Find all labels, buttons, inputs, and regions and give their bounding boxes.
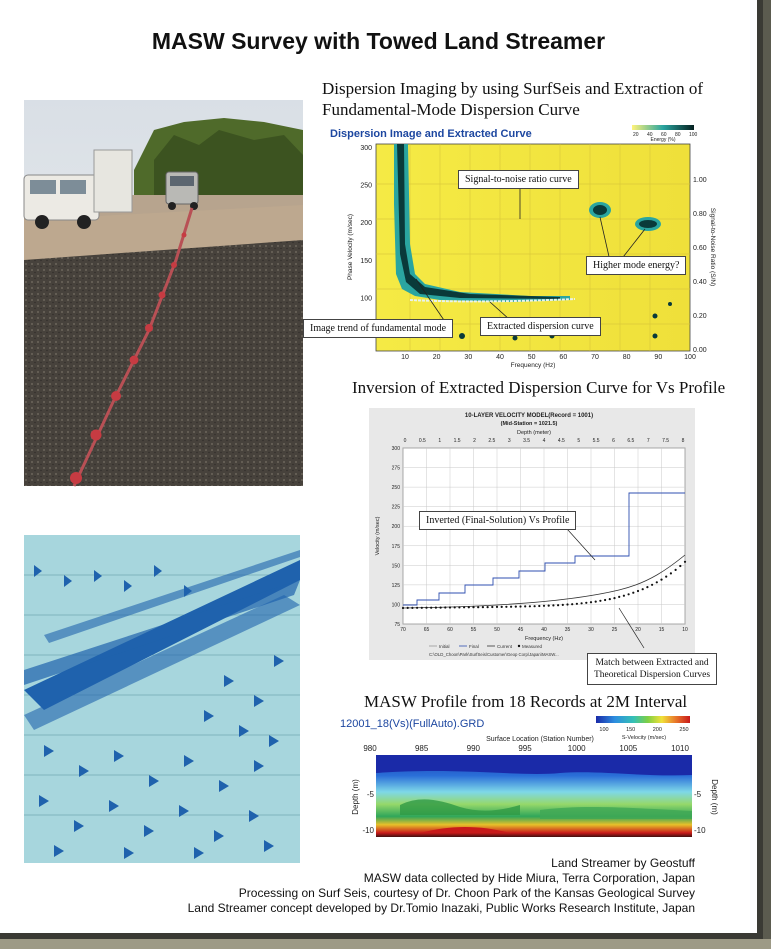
inversion-xtick: 45: [517, 627, 524, 633]
measured-point: [444, 606, 446, 608]
poster-title: MASW Survey with Towed Land Streamer: [151, 28, 606, 54]
inversion-xtick: 10: [682, 627, 688, 633]
inversion-ytick: 275: [391, 465, 400, 472]
inversion-xtick: 35: [564, 627, 571, 633]
measured-point: [675, 569, 677, 571]
measured-point: [482, 606, 484, 608]
dispersion-xtick: 20: [432, 354, 441, 361]
inversion-ytick: 100: [391, 602, 400, 609]
measured-point: [552, 604, 554, 606]
velocity-colorbar-label: S-Velocity (m/sec): [621, 735, 667, 741]
measured-point: [407, 607, 409, 609]
velocity-colorbar: [596, 716, 690, 723]
measured-point: [637, 590, 639, 592]
inversion-ytick: 200: [391, 524, 400, 531]
inversion-xtick: 30: [588, 627, 594, 633]
inversion-ytick: 150: [391, 563, 400, 570]
callout-higher-mode: Higher mode energy?: [586, 256, 686, 275]
inversion-top-tick: 5.5: [592, 438, 600, 444]
credit-line-1: Land Streamer by Geostuff: [551, 856, 695, 870]
measured-point: [505, 606, 507, 608]
velocity-colorbar-tick: 100: [599, 727, 609, 733]
dispersion-y2tick: 0.40: [693, 279, 707, 286]
measured-point: [515, 606, 517, 608]
measured-point: [468, 606, 470, 608]
measured-point: [670, 572, 672, 574]
measured-point: [421, 607, 423, 609]
callout-curve-match-line2: Theoretical Dispersion Curves: [594, 670, 711, 680]
dispersion-ytick: 150: [360, 257, 372, 265]
measured-point: [454, 606, 456, 608]
measured-point: [477, 606, 479, 608]
measured-point: [618, 596, 620, 598]
measured-point: [613, 597, 615, 599]
dispersion-xtick: 50: [527, 354, 536, 361]
dispersion-xtick: 30: [464, 354, 473, 361]
masw-station-tick: 1010: [671, 744, 689, 753]
legend-initial: Initial: [439, 644, 450, 649]
dispersion-xtick: 40: [496, 354, 504, 361]
measured-point: [599, 600, 601, 602]
inversion-top-tick: 0.5: [418, 438, 426, 444]
measured-point: [562, 604, 564, 606]
dispersion-heading-line1: Dispersion Imaging by using SurfSeis and Extraction of: [322, 79, 704, 98]
masw-station-tick: 990: [466, 744, 481, 753]
dispersion-section-heading: [322, 78, 703, 120]
inversion-top-tick: 6: [612, 438, 615, 444]
masw-depth-label-left: Depth (m): [351, 779, 360, 815]
inversion-xtick: 25: [611, 627, 618, 633]
measured-point: [491, 606, 493, 608]
masw-profile-heading: MASW Profile from 18 Records at 2M Interval: [364, 692, 688, 711]
legend-measured: Measured: [522, 644, 543, 649]
seismogram-image: [24, 535, 300, 863]
inversion-top-tick: 4.5: [557, 438, 565, 444]
measured-point: [501, 606, 503, 608]
masw-depth-tick-left: -10: [362, 826, 374, 835]
dispersion-xtick: 100: [684, 354, 696, 361]
inversion-footer: C:\OLD_Choon\Park\SurfSeis\Customer\Geop Corp\Japan\MASW...: [429, 652, 559, 657]
inversion-top-tick: 2.5: [488, 438, 496, 444]
measured-point: [534, 605, 536, 607]
inversion-xtick: 15: [658, 627, 665, 633]
inversion-ytick: 300: [391, 446, 400, 452]
measured-point: [604, 599, 606, 601]
dispersion-ytick: 250: [360, 182, 372, 190]
masw-depth-label-right: Depth (m): [710, 779, 719, 815]
measured-point: [449, 606, 451, 608]
inversion-top-tick: 4: [542, 438, 546, 444]
energy-colorbar-tick: 80: [675, 132, 681, 138]
dispersion-ytick: 200: [360, 220, 372, 228]
legend-final: Final: [469, 644, 479, 649]
dispersion-xtick: 80: [622, 354, 631, 361]
window-bottom-band: [0, 939, 771, 949]
inversion-ytick: 75: [394, 622, 400, 628]
inversion-xlabel: Frequency (Hz): [525, 636, 563, 642]
measured-point: [571, 603, 573, 605]
measured-point: [402, 607, 404, 609]
callout-curve-match: [587, 653, 717, 685]
measured-point: [590, 601, 592, 603]
masw-profile-panel: [340, 715, 720, 840]
dispersion-heading-line2: Fundamental-Mode Dispersion Curve: [322, 100, 580, 119]
measured-point: [660, 579, 662, 581]
credit-line-2: MASW data collected by Hide Miura, Terra Corporation, Japan: [363, 871, 695, 885]
masw-station-tick: 995: [518, 744, 532, 753]
inversion-title: 10-LAYER VELOCITY MODEL(Record = 1001): [464, 413, 594, 419]
measured-point: [487, 606, 489, 608]
masw-depth-tick-right: -5: [694, 790, 702, 799]
measured-point: [665, 576, 667, 578]
dispersion-xtick: 10: [401, 354, 409, 361]
inversion-xtick: 55: [470, 627, 477, 633]
inversion-xtick: 70: [400, 627, 406, 633]
inversion-top-tick: 1: [438, 438, 442, 444]
measured-point: [472, 606, 474, 608]
inversion-top-tick: 8: [681, 438, 685, 444]
inversion-top-tick: 2: [473, 438, 476, 444]
field-photo: [24, 100, 303, 486]
dispersion-title: Dispersion Image and Extracted Curve: [330, 128, 532, 140]
measured-point: [463, 606, 465, 608]
dispersion-y2tick: 0.20: [693, 313, 707, 320]
callout-fundamental-trend: Image trend of fundamental mode: [303, 319, 453, 338]
measured-point: [425, 607, 427, 609]
energy-colorbar-tick: 60: [661, 132, 667, 138]
measured-point: [411, 607, 413, 609]
measured-point: [548, 605, 550, 607]
dispersion-xtick: 90: [654, 354, 663, 361]
measured-point: [609, 598, 611, 600]
inversion-chart-panel: [369, 408, 711, 680]
dispersion-ytick: 100: [360, 295, 372, 303]
inversion-ytick: 250: [391, 485, 400, 492]
masw-filename: 12001_18(Vs)(FullAuto).GRD: [340, 718, 485, 730]
inversion-top-axis-label: Depth (meter): [517, 430, 551, 436]
callout-inverted-profile: Inverted (Final-Solution) Vs Profile: [419, 511, 576, 530]
measured-point: [646, 586, 648, 588]
measured-point: [416, 607, 418, 609]
measured-point: [566, 603, 568, 605]
measured-point: [435, 607, 437, 609]
dispersion-ytick: 300: [360, 145, 372, 152]
energy-colorbar-tick: 20: [633, 132, 639, 138]
inversion-xtick: 60: [447, 627, 453, 633]
velocity-colorbar-tick: 200: [652, 727, 662, 733]
inversion-xtick: 20: [635, 627, 641, 633]
measured-point: [510, 606, 512, 608]
callout-curve-match-line1: Match between Extracted and: [595, 658, 709, 668]
measured-point: [496, 606, 498, 608]
measured-point: [684, 561, 686, 563]
measured-point: [679, 565, 681, 567]
credit-line-4: Land Streamer concept developed by Dr.Tomio Inazaki, Public Works Research Institute, Japan: [187, 901, 695, 915]
dispersion-y2tick: 1.00: [693, 177, 707, 184]
inversion-subtitle: (Mid-Station = 1021.5): [500, 421, 558, 427]
credit-line-3: Processing on Surf Seis, courtesy of Dr. Choon Park of the Kansas Geological Survey: [238, 886, 695, 900]
velocity-colorbar-tick: 250: [679, 727, 689, 733]
inversion-xtick: 40: [541, 627, 547, 633]
masw-station-tick: 980: [363, 744, 377, 753]
measured-point: [538, 605, 540, 607]
dispersion-xtick: 70: [591, 354, 599, 361]
measured-point: [656, 581, 658, 583]
energy-colorbar-tick: 40: [647, 132, 653, 138]
inversion-ytick: 225: [391, 504, 400, 511]
callout-snr-curve: Signal-to-noise ratio curve: [458, 170, 579, 189]
inversion-ylabel: Velocity (m/sec): [375, 516, 381, 556]
energy-colorbar-label: Energy (%): [650, 137, 676, 143]
measured-point: [440, 607, 442, 609]
measured-point: [585, 602, 587, 604]
legend-current: Current: [497, 644, 513, 649]
velocity-colorbar-tick: 150: [626, 727, 636, 733]
dispersion-xlabel: Frequency (Hz): [510, 362, 556, 369]
masw-station-tick: 1005: [619, 744, 638, 753]
measured-point: [576, 603, 578, 605]
credits-block: [188, 856, 695, 916]
callout-extracted-curve: Extracted dispersion curve: [480, 317, 601, 336]
dispersion-image-panel: [310, 124, 716, 369]
measured-point: [524, 605, 526, 607]
inversion-top-tick: 0: [403, 438, 407, 444]
masw-depth-tick-left: -5: [366, 790, 374, 799]
inversion-top-tick: 1.5: [453, 438, 461, 444]
dispersion-y2label: Signal-to-Noise Ratio (S/N): [709, 207, 716, 287]
measured-point: [632, 592, 634, 594]
inversion-xtick: 65: [423, 627, 430, 633]
inversion-ytick: 125: [391, 582, 400, 589]
dispersion-ylabel: Phase Velocity (m/sec): [347, 213, 354, 281]
measured-point: [623, 595, 625, 597]
inversion-section-heading: Inversion of Extracted Dispersion Curve for Vs Profile: [352, 378, 726, 397]
inversion-top-tick: 5: [577, 438, 581, 444]
masw-station-tick: 1000: [567, 744, 586, 753]
inversion-top-tick: 7.5: [662, 438, 670, 444]
masw-top-label: Surface Location (Station Number): [486, 736, 594, 743]
measured-point: [595, 601, 597, 603]
inversion-top-tick: 3.5: [523, 438, 531, 444]
measured-point: [642, 588, 644, 590]
masw-station-tick: 985: [414, 744, 429, 753]
measured-point: [628, 593, 630, 595]
measured-point: [458, 606, 460, 608]
measured-point: [519, 605, 521, 607]
dispersion-xtick: 60: [559, 354, 568, 361]
measured-point: [529, 605, 531, 607]
measured-point: [651, 584, 653, 586]
measured-point: [557, 604, 559, 606]
dispersion-y2tick: 0.00: [693, 347, 707, 354]
inversion-top-tick: 6.5: [627, 438, 635, 444]
energy-colorbar: [632, 125, 694, 130]
inversion-ytick: 175: [391, 543, 400, 550]
inversion-top-tick: 7: [646, 438, 650, 444]
masw-depth-tick-right: -10: [694, 826, 706, 835]
dispersion-y2tick: 0.80: [693, 211, 707, 218]
inversion-top-tick: 3: [507, 438, 511, 444]
measured-point: [430, 607, 432, 609]
energy-colorbar-tick: 100: [689, 132, 698, 138]
inversion-xtick: 50: [494, 627, 500, 633]
dispersion-y2tick: 0.60: [693, 245, 707, 252]
measured-point: [581, 602, 583, 604]
measured-point: [543, 605, 545, 607]
